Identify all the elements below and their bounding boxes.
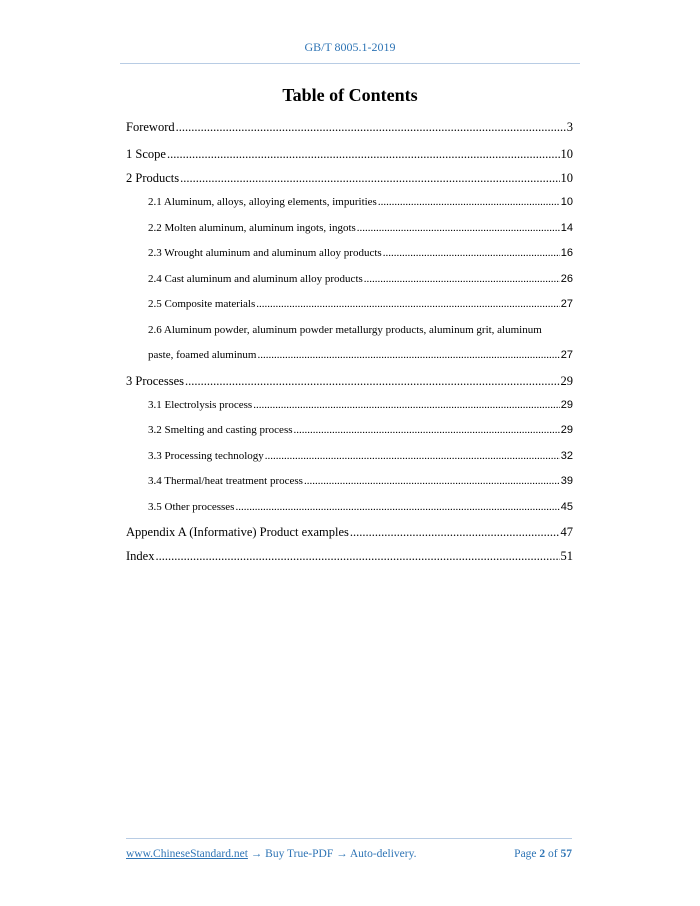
toc-leader [383, 241, 560, 267]
toc-leader [235, 495, 559, 521]
toc-entry-3-2[interactable] [126, 418, 573, 444]
toc-label: 2.3 Wrought aluminum and aluminum alloy products [148, 247, 382, 259]
site-link[interactable]: www.ChineseStandard.net [126, 848, 248, 860]
toc-label: 3.2 Smelting and casting process [148, 424, 293, 436]
toc-entry-scope[interactable] [126, 142, 573, 166]
page-total: 57 [560, 848, 572, 860]
toc-leader [253, 393, 560, 419]
toc-page: 29 [560, 398, 573, 411]
page-of: of [548, 848, 558, 860]
page-counter [514, 848, 572, 860]
toc-leader [350, 520, 560, 544]
toc-entry-foreword[interactable] [126, 115, 573, 139]
toc-entry-3-3[interactable] [126, 444, 573, 470]
toc-leader [167, 142, 560, 166]
toc-label: 2 Products [126, 171, 180, 185]
toc-label: paste, foamed aluminum [148, 349, 257, 361]
toc-page: 3 [566, 120, 573, 134]
toc-leader [256, 292, 560, 318]
toc-label: Appendix A (Informative) Product examples [126, 525, 349, 539]
toc-page: 29 [560, 373, 573, 388]
toc-page: 32 [560, 449, 573, 462]
toc-leader [357, 216, 560, 242]
toc-page: 39 [560, 475, 573, 487]
toc-entry-appendix-a[interactable] [126, 520, 573, 544]
page-current: 2 [539, 848, 546, 860]
toc-entry-2-1[interactable] [126, 190, 573, 216]
toc-leader [257, 343, 559, 369]
toc-label: 2.2 Molten aluminum, aluminum ingots, ingots [148, 221, 356, 234]
toc-page: 16 [560, 247, 573, 259]
toc-leader [180, 166, 559, 190]
toc-page: 45 [560, 500, 573, 513]
toc-entry-2-5[interactable] [126, 292, 573, 318]
toc-leader [304, 469, 560, 495]
toc-page: 10 [560, 147, 573, 161]
toc-label: 3.4 Thermal/heat treatment process [148, 475, 303, 487]
toc-entry-2-2[interactable] [126, 216, 573, 242]
toc-leader [176, 115, 566, 139]
toc-entry-2-3[interactable] [126, 241, 573, 267]
toc-label: 3.5 Other processes [148, 500, 235, 513]
toc-page: 26 [560, 272, 573, 285]
toc-page: 14 [560, 221, 573, 234]
toc-leader [294, 418, 560, 444]
table-of-contents [126, 115, 573, 568]
toc-label: 2.5 Composite materials [148, 298, 256, 310]
toc-entry-2-6-line1[interactable] [126, 318, 573, 344]
page-word: Page [514, 848, 537, 860]
toc-leader [155, 544, 559, 568]
toc-entry-index[interactable] [126, 544, 573, 568]
toc-entry-3-1[interactable] [126, 393, 573, 419]
footer-tagline: → Buy True-PDF → Auto-delivery. [247, 848, 417, 860]
toc-entry-3-4[interactable] [126, 469, 573, 495]
toc-label: 3.3 Processing technology [148, 449, 264, 462]
page-title: Table of Contents [282, 85, 418, 105]
toc-label: 3 Processes [126, 373, 184, 388]
toc-page: 10 [560, 196, 573, 208]
page-footer [126, 848, 572, 860]
toc-page: 27 [560, 298, 573, 310]
toc-page: 29 [560, 424, 573, 436]
toc-entry-2-6[interactable] [126, 343, 573, 369]
page-header: GB/T 8005.1-2019 [304, 40, 396, 54]
toc-leader [378, 190, 560, 216]
toc-label: 2.1 Aluminum, alloys, alloying elements, impurities [148, 196, 377, 208]
toc-leader [185, 369, 560, 393]
toc-entry-processes[interactable] [126, 369, 573, 393]
toc-page: 27 [560, 349, 573, 361]
toc-page: 10 [560, 171, 573, 185]
toc-label: 2.6 Aluminum powder, aluminum powder metallurgy products, aluminum grit, aluminum [148, 323, 542, 336]
toc-entry-2-4[interactable] [126, 267, 573, 293]
toc-page: 51 [560, 549, 573, 563]
footer-promo [126, 848, 416, 860]
header-divider [120, 63, 580, 64]
footer-divider [126, 838, 572, 839]
toc-leader [364, 267, 560, 293]
toc-label: Foreword [126, 120, 175, 134]
toc-label: 1 Scope [126, 147, 166, 161]
toc-leader [265, 444, 560, 470]
toc-entry-3-5[interactable] [126, 495, 573, 521]
toc-label: 2.4 Cast aluminum and aluminum alloy products [148, 272, 363, 285]
toc-label: 3.1 Electrolysis process [148, 398, 253, 411]
toc-label: Index [126, 549, 155, 563]
toc-page: 47 [560, 525, 573, 539]
toc-entry-products[interactable] [126, 166, 573, 190]
